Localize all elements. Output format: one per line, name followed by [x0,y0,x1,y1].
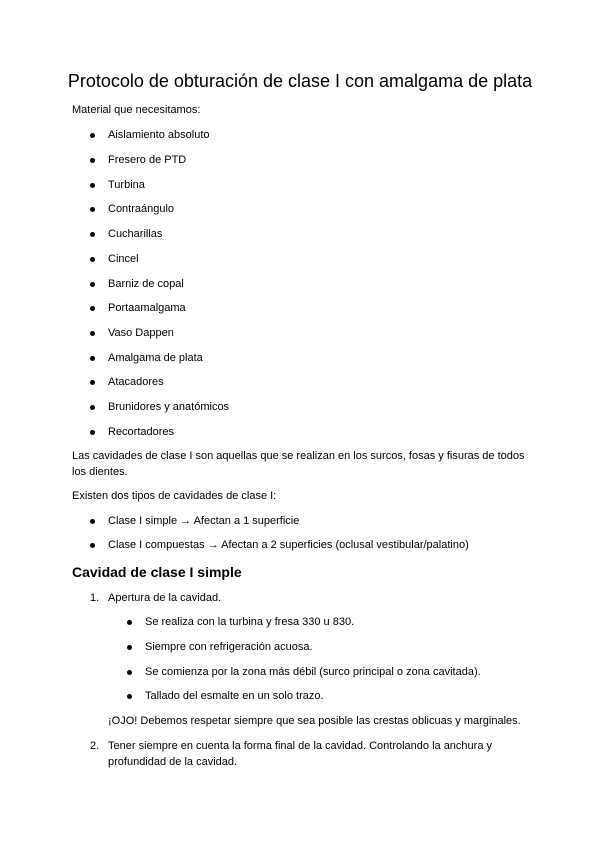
step-number: 1. [90,592,100,604]
list-item: Cincel [108,253,139,265]
list-item: Brunidores y anatómicos [108,401,230,413]
step-note: ¡OJO! Debemos respetar siempre que sea posible las crestas oblicuas y marginales. [108,715,521,727]
list-item: Se comienza por la zona más débil (surco principal o zona cavitada). [145,666,481,678]
step-text: Apertura de la cavidad. [108,592,222,604]
section-heading: Cavidad de clase I simple [72,564,242,580]
list-item: Siempre con refrigeración acuosa. [145,641,313,653]
list-item: Aislamiento absoluto [108,129,210,141]
list-item: Tallado del esmalte en un solo trazo. [145,690,324,702]
step-number: 2. [90,740,100,752]
materials-intro: Material que necesitamos: [72,104,201,116]
list-item: Vaso Dappen [108,327,174,339]
cavities-definition: Las cavidades de clase I son aquellas que se realizan en los surcos, fosas y fisuras de todos los dientes. [72,450,525,478]
list-item: Contraángulo [108,203,175,215]
list-item: Portaamalgama [108,302,186,314]
list-item: Se realiza con la turbina y fresa 330 u 830. [145,616,355,628]
list-item: Clase I simple → Afectan a 1 superficie [108,515,300,527]
step-text: Tener siempre en cuenta la forma final de la cavidad. Controlando la anchura y profundidad de la cavidad. [108,740,493,768]
list-item: Atacadores [108,376,164,388]
list-item: Cucharillas [108,228,163,240]
document-title: Protocolo de obturación de clase I con amalgama de plata [67,71,533,91]
types-intro: Existen dos tipos de cavidades de clase I: [72,490,277,502]
list-item: Recortadores [108,426,175,438]
list-item: Fresero de PTD [108,154,187,166]
list-item: Clase I compuestas → Afectan a 2 superficies (oclusal vestibular/palatino) [108,539,469,551]
list-item: Barniz de copal [108,278,184,290]
list-item: Turbina [108,179,145,191]
list-item: Amalgama de plata [108,352,203,364]
